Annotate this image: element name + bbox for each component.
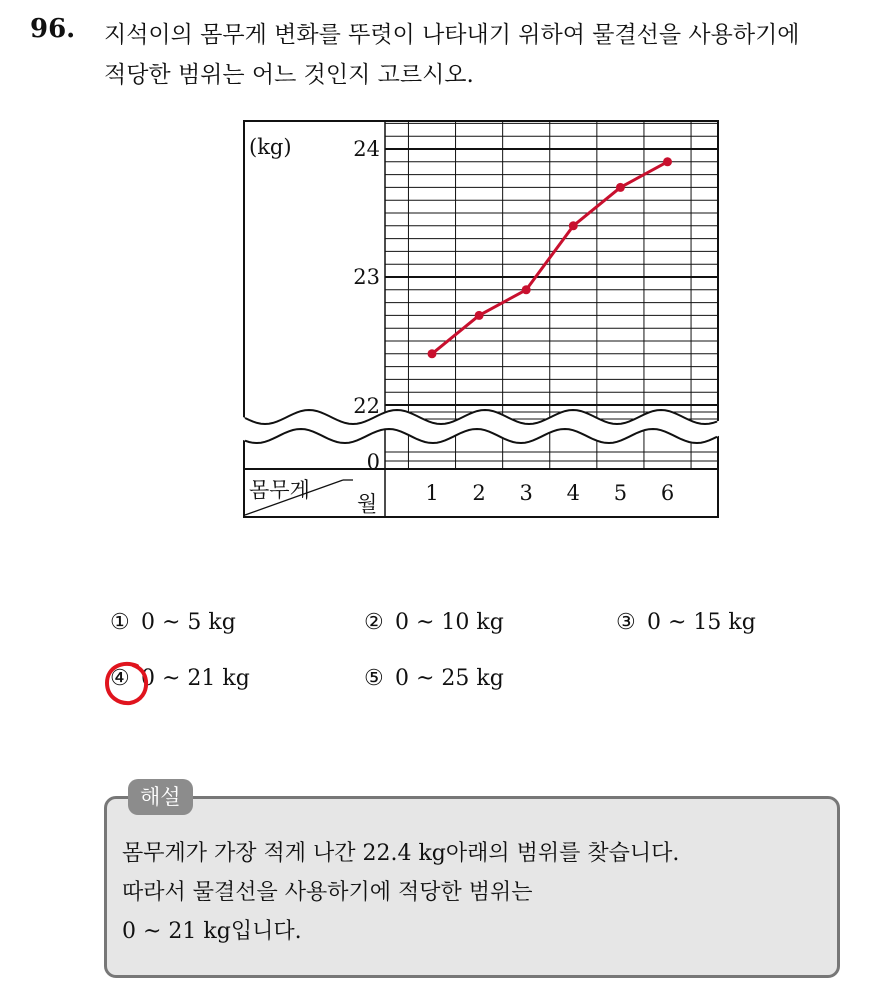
question-text-line-1: 지석이의 몸무게 변화를 뚜렷이 나타내기 위하여 물결선을 사용하기에	[104, 22, 800, 48]
choice-1-text: 0 ~ 5 kg	[141, 610, 236, 635]
data-point	[428, 349, 437, 358]
data-point	[522, 285, 531, 294]
choice-2-text: 0 ~ 10 kg	[395, 610, 504, 635]
choice-3[interactable]	[616, 610, 756, 635]
x-tick-label: 6	[660, 481, 675, 505]
answer-circle-mark	[103, 659, 151, 707]
data-point	[569, 221, 578, 230]
weight-line-chart	[243, 120, 719, 518]
choice-5-mark: ⑤	[364, 666, 384, 691]
choice-5-text: 0 ~ 25 kg	[395, 666, 504, 691]
y-tick-label: 22	[353, 394, 380, 418]
x-tick-label: 1	[425, 481, 439, 505]
axis-break-wave	[243, 410, 719, 443]
choice-4-text: 0 ~ 21 kg	[141, 666, 250, 691]
explanation-line-1: 몸무게가 가장 적게 나간 22.4 kg아래의 범위를 찾습니다.	[122, 841, 680, 866]
question-text-line-2: 적당한 범위는 어느 것인지 고르시오.	[104, 62, 474, 88]
choice-1-mark: ①	[110, 610, 130, 635]
data-point	[663, 157, 672, 166]
y-axis-header: 몸무게	[249, 478, 310, 502]
x-axis-header: 월	[357, 492, 378, 516]
explanation-line-2: 따라서 물결선을 사용하기에 적당한 범위는	[122, 880, 533, 905]
explanation-line-3: 0 ~ 21 kg입니다.	[122, 919, 302, 944]
y-tick-label: 0	[366, 450, 380, 474]
x-tick-label: 5	[613, 481, 628, 505]
data-point	[475, 311, 484, 320]
x-tick-label: 4	[566, 481, 580, 505]
choice-3-text: 0 ~ 15 kg	[647, 610, 756, 635]
y-unit-label: (kg)	[249, 135, 292, 159]
x-tick-label: 3	[519, 481, 533, 505]
y-tick-label: 24	[353, 137, 380, 161]
x-tick-label: 2	[472, 481, 486, 505]
choice-2-mark: ②	[364, 610, 384, 635]
choice-3-mark: ③	[616, 610, 636, 635]
data-point	[616, 183, 625, 192]
explanation-tag: 해설	[128, 779, 193, 815]
choice-2[interactable]	[364, 610, 504, 635]
choice-5[interactable]	[364, 666, 504, 691]
x-tick-labels	[425, 481, 674, 505]
y-tick-label: 23	[353, 265, 380, 289]
choice-4-mark: ④	[110, 666, 130, 691]
choice-1[interactable]	[110, 610, 236, 635]
question-number: 96.	[30, 14, 76, 44]
